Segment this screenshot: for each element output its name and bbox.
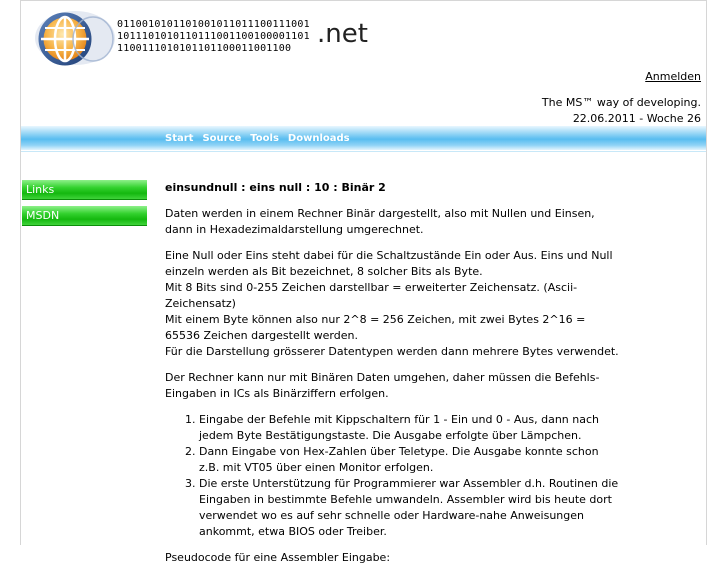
article-line: Eine Null oder Eins steht dabei für die Schaltzustände Ein oder Aus. Eins und Null einzeln werden als Bit bezeichnet, 8 solcher Bits als Byte. [165, 249, 613, 278]
article-line: Für die Darstellung grösserer Datentypen werden dann mehrere Bytes verwendet. [165, 345, 619, 358]
sidebar-item-links[interactable]: Links [22, 180, 147, 200]
main-navigation [21, 126, 706, 150]
list-item: 3. Die erste Unterstützung für Programmierer war Assembler d.h. Routinen die Eingaben in bestimmte Befehle umwandeln. Assembler wird bis heute dort verwendet wo es auf sehr schnelle oder Hardware-nahe Anweisungen ankommt, etwa BIOS oder Treiber. [199, 476, 620, 540]
sidebar [22, 180, 147, 232]
list-item: 1. Eingabe der Befehle mit Kippschaltern für 1 - Ein und 0 - Aus, dann nach jedem Byte Bestätigungstaste. Die Ausgabe erfolgte über Lämpchen. [199, 412, 620, 444]
frame-right-border [706, 0, 707, 545]
date-week: 22.06.2011 - Woche 26 [572, 112, 701, 125]
binary-line: 0110010101101001011011100111001 [117, 19, 310, 30]
nav-start[interactable]: Start [165, 133, 194, 144]
article-line: Mit 8 Bits sind 0-255 Zeichen darstellbar = erweiterter Zeichensatz. (Ascii-Zeichensatz) [165, 281, 578, 310]
article-content [165, 180, 620, 576]
nav-divider [21, 151, 706, 152]
article-title: einsundnull : eins null : 10 : Binär 2 [165, 181, 386, 194]
sidebar-item-msdn[interactable]: MSDN [22, 206, 147, 226]
site-suffix: .net [317, 19, 368, 49]
slogan: The MS™ way of developing. [541, 96, 701, 109]
article-paragraph: Daten werden in einem Rechner Binär dargestellt, also mit Nullen und Einsen, dann in Hexadezimaldarstellung umgerechnet. [165, 207, 595, 236]
binary-line: 1100111010101101100011001100 [117, 43, 292, 54]
globe-logo-icon [33, 9, 117, 67]
article-line: Mit einem Byte können also nur 2^8 = 256 Zeichen, mit zwei Bytes 2^16 = 65536 Zeichen dargestellt werden. [165, 313, 586, 342]
list-item: 2. Dann Eingabe von Hex-Zahlen über Teletype. Die Ausgabe konnte schon z.B. mit VT05 über einen Monitor erfolgen. [199, 444, 620, 476]
binary-line: 1011101010110111001100100001101 [117, 31, 310, 42]
pseudocode-label: Pseudocode für eine Assembler Eingabe: [165, 551, 391, 564]
article-list [165, 412, 620, 540]
nav-downloads[interactable]: Downloads [287, 133, 350, 144]
nav-source[interactable]: Source [202, 133, 242, 144]
nav-tools[interactable]: Tools [250, 133, 279, 144]
article-paragraph: Der Rechner kann nur mit Binären Daten umgehen, daher müssen die Befehls-Eingaben in ICs als Binärziffern erfolgen. [165, 371, 600, 400]
binary-text-logo [117, 19, 310, 55]
login-link[interactable]: Anmelden [645, 70, 701, 83]
site-header [21, 1, 706, 125]
article-paragraph [165, 248, 620, 360]
